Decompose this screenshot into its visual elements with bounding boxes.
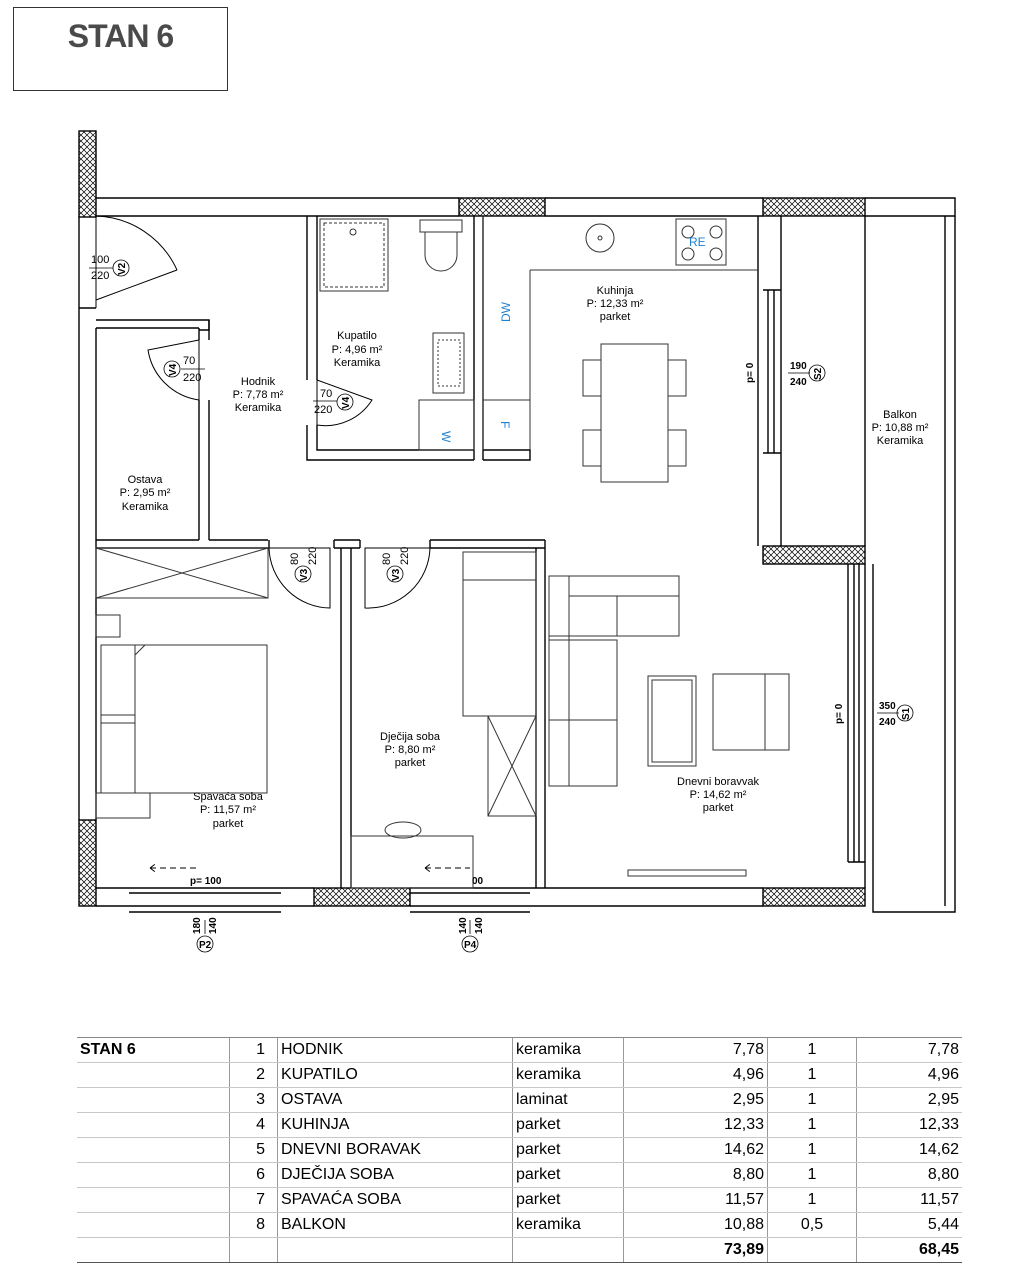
table-cell xyxy=(768,1238,857,1263)
room-label-hodnik xyxy=(233,376,284,414)
table-cell: 14,62 xyxy=(857,1138,963,1163)
table-cell: 7,78 xyxy=(624,1038,768,1063)
svg-text:220: 220 xyxy=(307,546,319,565)
svg-text:P: 12,33 m²: P: 12,33 m² xyxy=(586,298,644,310)
table-cell: 3 xyxy=(230,1088,278,1113)
svg-text:180: 180 xyxy=(192,917,203,934)
table-row xyxy=(77,1038,962,1063)
table-cell: 14,62 xyxy=(624,1138,768,1163)
table-cell xyxy=(77,1188,230,1213)
table-cell: 11,57 xyxy=(857,1188,963,1213)
svg-text:Keramika: Keramika xyxy=(333,357,381,369)
svg-text:Keramika: Keramika xyxy=(234,402,282,414)
table-cell: 11,57 xyxy=(624,1188,768,1213)
svg-text:parket: parket xyxy=(702,802,734,814)
table-row xyxy=(77,1213,962,1238)
table-row xyxy=(77,1063,962,1088)
svg-text:V3: V3 xyxy=(299,568,310,581)
table-cell: laminat xyxy=(513,1088,624,1113)
table-cell: 10,88 xyxy=(624,1213,768,1238)
svg-text:100: 100 xyxy=(91,254,110,266)
table-cell xyxy=(77,1113,230,1138)
svg-text:S1: S1 xyxy=(901,707,912,720)
table-cell: 4,96 xyxy=(857,1063,963,1088)
page-title: STAN 6 xyxy=(67,18,174,54)
svg-text:220: 220 xyxy=(183,372,202,384)
table-cell: 4 xyxy=(230,1113,278,1138)
room-label-spavaca xyxy=(193,791,264,830)
exterior-walls xyxy=(79,131,865,906)
tag-s2 xyxy=(745,361,825,388)
table-total-row xyxy=(77,1238,962,1263)
table-cell: BALKON xyxy=(278,1213,513,1238)
table-cell: 2,95 xyxy=(857,1088,963,1113)
svg-text:70: 70 xyxy=(320,388,333,400)
svg-text:V4: V4 xyxy=(168,363,179,376)
table-cell xyxy=(278,1238,513,1263)
svg-text:80: 80 xyxy=(381,552,393,565)
svg-text:140: 140 xyxy=(474,917,485,934)
living-furniture xyxy=(549,576,789,876)
svg-text:140: 140 xyxy=(208,917,219,934)
table-cell: KUHINJA xyxy=(278,1113,513,1138)
washer-label: W xyxy=(439,431,453,443)
svg-text:220: 220 xyxy=(314,404,333,416)
svg-text:P2: P2 xyxy=(199,940,212,951)
svg-text:350: 350 xyxy=(879,701,896,712)
table-cell: parket xyxy=(513,1163,624,1188)
svg-text:240: 240 xyxy=(879,717,896,728)
table-cell: 8,80 xyxy=(857,1163,963,1188)
room-label-kuhinja xyxy=(587,285,644,323)
svg-text:70: 70 xyxy=(183,355,196,367)
total-area: 73,89 xyxy=(624,1238,768,1263)
kitchen-counter xyxy=(419,216,758,450)
table-cell: 0,5 xyxy=(768,1213,857,1238)
svg-text:Dječija soba: Dječija soba xyxy=(380,731,440,743)
svg-text:p= 0: p= 0 xyxy=(745,362,756,383)
svg-text:00: 00 xyxy=(472,876,484,887)
table-row xyxy=(77,1113,962,1138)
table-cell: parket xyxy=(513,1138,624,1163)
table-cell xyxy=(77,1088,230,1113)
table-cell: 12,33 xyxy=(857,1113,963,1138)
direction-arrows xyxy=(150,862,470,874)
table-cell: KUPATILO xyxy=(278,1063,513,1088)
svg-text:p= 0: p= 0 xyxy=(834,703,845,724)
table-row xyxy=(77,1088,962,1113)
table-cell xyxy=(77,1063,230,1088)
table-row xyxy=(77,1188,962,1213)
table-cell: DNEVNI BORAVAK xyxy=(278,1138,513,1163)
svg-text:S2: S2 xyxy=(813,367,824,380)
table-cell: 1 xyxy=(768,1063,857,1088)
table-cell: SPAVAĆA SOBA xyxy=(278,1188,513,1213)
svg-text:Keramika: Keramika xyxy=(876,435,924,447)
svg-text:190: 190 xyxy=(790,361,807,372)
svg-text:P: 14,62 m²: P: 14,62 m² xyxy=(689,789,747,801)
fridge-label-re: RE xyxy=(689,235,706,249)
table-cell xyxy=(77,1138,230,1163)
tag-v3-djecija xyxy=(381,547,411,582)
svg-text:Kupatilo: Kupatilo xyxy=(337,330,377,342)
room-label-ostava xyxy=(120,474,171,513)
table-cell xyxy=(77,1213,230,1238)
svg-text:P: 7,78 m²: P: 7,78 m² xyxy=(232,389,284,401)
svg-text:Spavaća soba: Spavaća soba xyxy=(193,791,263,803)
total-net: 68,45 xyxy=(857,1238,963,1263)
table-cell: 7 xyxy=(230,1188,278,1213)
table-cell: 1 xyxy=(230,1038,278,1063)
svg-text:parket: parket xyxy=(599,311,631,323)
dishwasher-label: DW xyxy=(499,302,513,322)
table-cell: parket xyxy=(513,1188,624,1213)
tag-v4-kupatilo xyxy=(313,388,353,416)
svg-text:V3: V3 xyxy=(391,568,402,581)
room-label-dnevni xyxy=(677,776,759,814)
dining-table xyxy=(583,344,686,482)
svg-text:Kuhinja: Kuhinja xyxy=(596,285,634,297)
table-row xyxy=(77,1163,962,1188)
table-row xyxy=(77,1138,962,1163)
table-cell: 1 xyxy=(768,1088,857,1113)
table-cell: 4,96 xyxy=(624,1063,768,1088)
room-label-djecija xyxy=(380,731,441,769)
table-cell: keramika xyxy=(513,1213,624,1238)
svg-text:Keramika: Keramika xyxy=(121,501,169,513)
bedroom-furniture xyxy=(96,548,536,888)
svg-text:P: 4,96 m²: P: 4,96 m² xyxy=(331,344,383,356)
svg-text:220: 220 xyxy=(399,546,411,565)
table-cell: STAN 6 xyxy=(77,1038,230,1063)
svg-text:220: 220 xyxy=(91,270,110,282)
table-cell: 5,44 xyxy=(857,1213,963,1238)
table-cell xyxy=(77,1238,230,1263)
area-table xyxy=(77,1037,962,1263)
table-cell: keramika xyxy=(513,1038,624,1063)
svg-text:V4: V4 xyxy=(341,396,352,409)
table-cell: 1 xyxy=(768,1038,857,1063)
svg-text:140: 140 xyxy=(458,917,469,934)
svg-text:Balkon: Balkon xyxy=(883,409,917,421)
svg-text:Hodnik: Hodnik xyxy=(240,376,276,388)
table-cell: OSTAVA xyxy=(278,1088,513,1113)
table-cell: 1 xyxy=(768,1138,857,1163)
table-cell: parket xyxy=(513,1113,624,1138)
svg-text:80: 80 xyxy=(289,552,301,565)
table-cell: 12,33 xyxy=(624,1113,768,1138)
svg-text:P: 8,80 m²: P: 8,80 m² xyxy=(384,744,436,756)
svg-text:P: 11,57 m²: P: 11,57 m² xyxy=(199,804,257,816)
table-cell: DJEČIJA SOBA xyxy=(278,1163,513,1188)
svg-text:P: 10,88 m²: P: 10,88 m² xyxy=(871,422,929,434)
table-cell: 7,78 xyxy=(857,1038,963,1063)
fridge-label-f: F xyxy=(498,421,512,429)
table-cell: 1 xyxy=(768,1188,857,1213)
table-cell xyxy=(230,1238,278,1263)
svg-text:P4: P4 xyxy=(464,940,477,951)
table-cell: 8 xyxy=(230,1213,278,1238)
table-cell: 2 xyxy=(230,1063,278,1088)
svg-text:V2: V2 xyxy=(117,262,128,275)
table-cell: 1 xyxy=(768,1113,857,1138)
svg-text:P: 2,95 m²: P: 2,95 m² xyxy=(119,487,171,499)
table-cell xyxy=(77,1163,230,1188)
room-label-kupatilo xyxy=(332,330,383,369)
table-cell: 2,95 xyxy=(624,1088,768,1113)
svg-text:Dnevni boravvak: Dnevni boravvak xyxy=(677,776,759,788)
tag-v3-spavaca xyxy=(289,547,319,582)
svg-text:p= 100: p= 100 xyxy=(190,876,222,887)
table-cell: 1 xyxy=(768,1163,857,1188)
table-cell: 8,80 xyxy=(624,1163,768,1188)
svg-text:Ostava: Ostava xyxy=(127,474,163,486)
table-cell: 5 xyxy=(230,1138,278,1163)
svg-text:240: 240 xyxy=(790,377,807,388)
tag-v2 xyxy=(89,254,129,282)
table-cell: 6 xyxy=(230,1163,278,1188)
room-label-balkon xyxy=(872,409,929,447)
svg-text:parket: parket xyxy=(394,757,426,769)
table-cell xyxy=(513,1238,624,1263)
svg-text:parket: parket xyxy=(212,818,244,830)
table-cell: keramika xyxy=(513,1063,624,1088)
table-cell: HODNIK xyxy=(278,1038,513,1063)
